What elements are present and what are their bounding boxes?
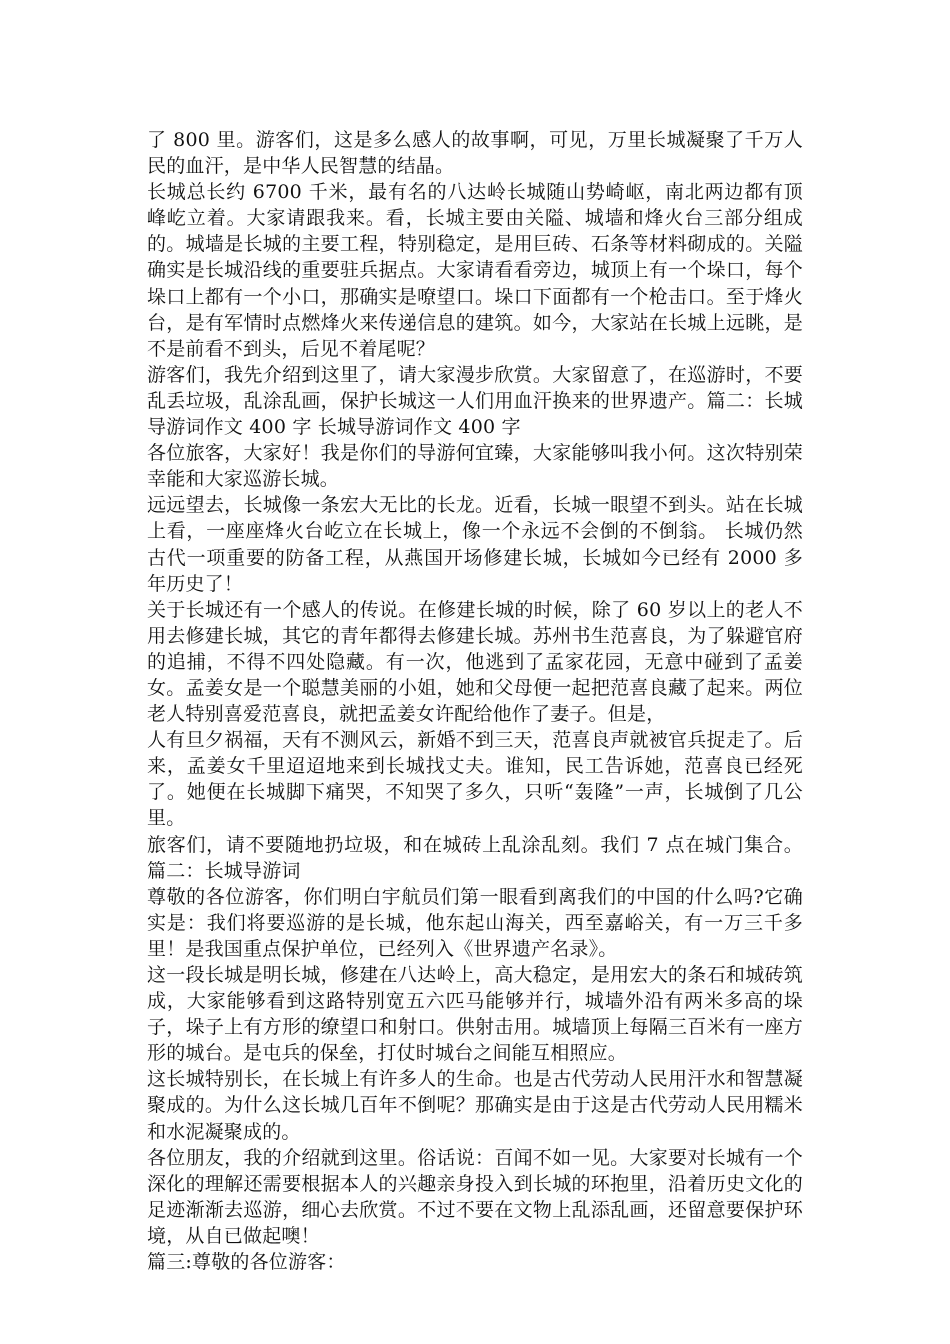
paragraph: 各位旅客，大家好！我是你们的导游何宜臻，大家能够叫我小何。这次特别荣幸能和大家巡游长城。 (147, 442, 803, 491)
paragraph: 关于长城还有一个感人的传说。在修建长城的时候，除了 60 岁以上的老人不用去修建长城，其它的青年都得去修建长城。苏州书生范喜良，为了躲避官府的追捕，不得不四处隐藏。有一次，他逃到了孟家花园，无意中碰到了孟姜女。孟姜女是一个聪慧美丽的小姐，她和父母便一起把范喜良藏了起来。两位老人特别喜爱范喜良，就把孟姜女许配给他作了妻子。但是， (147, 598, 803, 726)
paragraph: 长城总长约 6700 千米，最有名的八达岭长城随山势崎岖，南北两边都有顶峰屹立着。大家请跟我来。看，长城主要由关隘、城墙和烽火台三部分组成的。城墙是长城的主要工程，特别稳定，是用巨砖、石条等材料砌成的。关隘确实是长城沿线的重要驻兵据点。大家请看看旁边，城顶上有一个垛口，每个垛口上都有一个小口，那确实是嘹望口。垛口下面都有一个枪击口。至于烽火台，是有军情时点燃烽火来传递信息的建筑。如今，大家站在长城上远眺，是不是前看不到头，后见不着尾呢？ (147, 181, 803, 360)
paragraph: 游客们，我先介绍到这里了，请大家漫步欣赏。大家留意了，在巡游时，不要乱丢垃圾，乱涂乱画，保护长城这一人们用血汗换来的世界遗产。篇二：长城导游词作文 400 字 长城导游词作文 400 字 (147, 363, 803, 439)
paragraph: 人有旦夕祸福，天有不测风云，新婚不到三天，范喜良声就被官兵捉走了。后来，孟姜女千里迢迢地来到长城找丈夫。谁知，民工告诉她，范喜良已经死了。她便在长城脚下痛哭，不知哭了多久，只听“轰隆”一声，长城倒了几公里。 (147, 729, 803, 830)
paragraph: 这一段长城是明长城，修建在八达岭上，高大稳定，是用宏大的条石和城砖筑成，大家能够看到这路特别宽五六匹马能够并行，城墙外沿有两米多高的垛子，垛子上有方形的缭望口和射口。供射击用。城墙顶上每隔三百米有一座方形的城台。是屯兵的保垒，打仗时城台之间能互相照应。 (147, 964, 803, 1065)
section-heading: 篇三:尊敬的各位游客： (147, 1251, 346, 1274)
paragraph: 这长城特别长，在长城上有许多人的生命。也是古代劳动人民用汗水和智慧凝聚成的。为什么这长城几百年不倒呢？那确实是由于这是古代劳动人民用糯米和水泥凝聚成的。 (147, 1068, 803, 1143)
paragraph: 各位朋友，我的介绍就到这里。俗话说：百闻不如一见。大家要对长城有一个深化的理解还需要根据本人的兴趣亲身投入到长城的环抱里，沿着历史文化的足迹渐渐去巡游，细心去欣赏。不过不要在文物上乱添乱画，还留意要保护环境，从自已做起噢！ (147, 1146, 803, 1247)
document-body (147, 127, 803, 1275)
paragraph: 了 800 里。游客们，这是多么感人的故事啊，可见，万里长城凝聚了千万人民的血汗，是中华人民智慧的结晶。 (147, 129, 803, 178)
paragraph: 远远望去，长城像一条宏大无比的长龙。近看，长城一眼望不到头。站在长城上看，一座座烽火台屹立在长城上，像一个永远不会倒的不倒翁。 长城仍然古代一项重要的防备工程，从燕国开场修建长城，长城如今已经有 2000 多年历史了！ (147, 494, 803, 595)
paragraph: 尊敬的各位游客，你们明白宇航员们第一眼看到离我们的中国的什么吗?它确实是：我们将要巡游的是长城，他东起山海关，西至嘉峪关，有一万三千多里！是我国重点保护单位，已经列入《世界遗产名录》。 (147, 885, 803, 960)
paragraph: 旅客们，请不要随地扔垃圾，和在城砖上乱涂乱刻。我们 7 点在城门集合。篇二：长城导游词 (147, 833, 803, 882)
